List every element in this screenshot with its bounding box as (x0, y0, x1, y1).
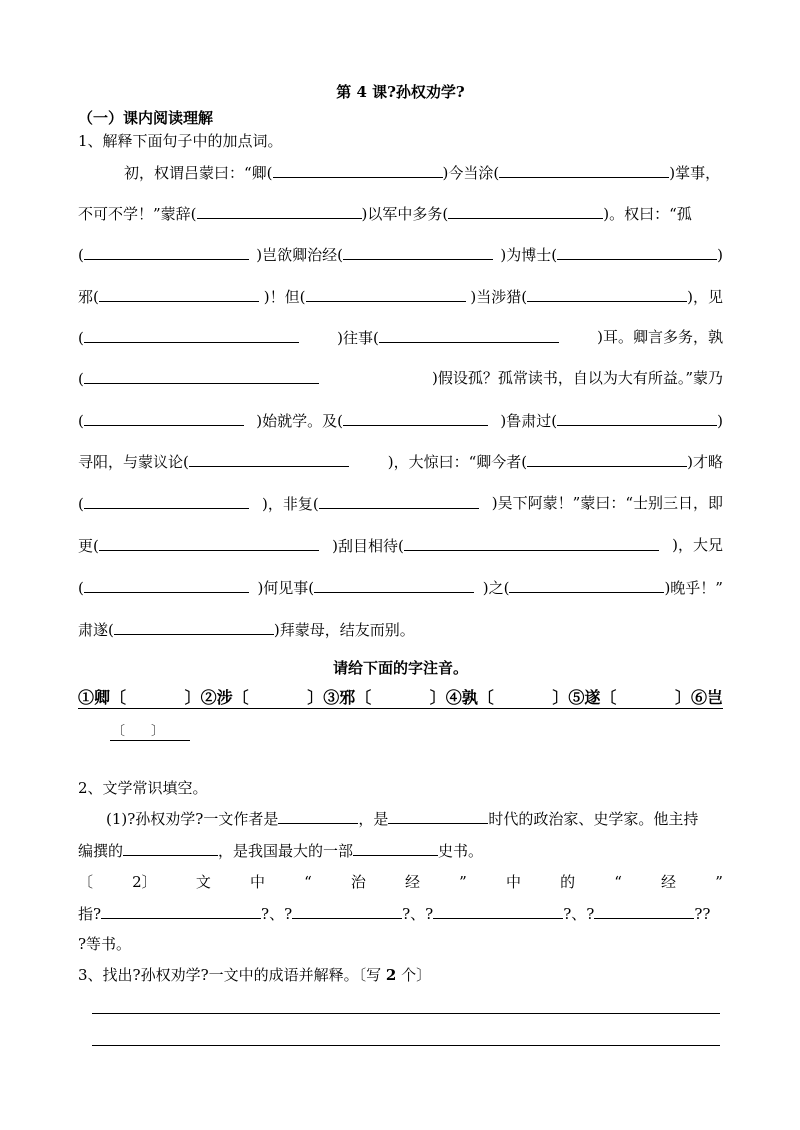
answer-blank[interactable] (379, 327, 559, 343)
answer-blank[interactable] (189, 451, 349, 467)
pinyin-item: ①卿〔 (78, 688, 127, 707)
answer-blank[interactable] (278, 808, 358, 824)
passage-line: ( )何见事( )之( )晚乎！” (78, 579, 723, 597)
answer-blank[interactable] (123, 840, 218, 856)
section-heading: （一）课内阅读理解 (78, 109, 214, 127)
answer-blank[interactable] (557, 244, 717, 260)
answer-blank[interactable] (509, 577, 664, 593)
q2-line: 编撰的 ，是我国最大的一部 史书。 (78, 842, 484, 860)
answer-blank[interactable] (84, 493, 249, 509)
answer-blank[interactable] (101, 903, 261, 919)
passage-line: 不可不学！”蒙辞( )以军中多务( )。权曰：“孤 (78, 205, 692, 223)
answer-blank[interactable] (448, 203, 603, 219)
answer-blank[interactable] (99, 286, 259, 302)
passage-line: 寻阳，与蒙议论( )，大惊曰：“卿今者( )才略 (78, 453, 723, 471)
question-3-label: 3、找出?孙权劝学?一文中的成语并解释。〔写 2 个〕 (78, 966, 432, 984)
answer-blank[interactable] (197, 203, 362, 219)
answer-blank[interactable] (353, 840, 438, 856)
answer-blank[interactable] (594, 903, 694, 919)
answer-blank[interactable] (388, 808, 488, 824)
answer-blank[interactable] (343, 244, 493, 260)
answer-line[interactable] (92, 1013, 720, 1014)
answer-blank[interactable] (84, 577, 249, 593)
answer-blank[interactable] (319, 493, 479, 509)
answer-blank[interactable] (527, 286, 687, 302)
q2-line: 〔 2〕 文 中 “ 治 经 ” 中 的 “ 经 ” (78, 873, 723, 891)
answer-blank[interactable] (306, 286, 466, 302)
answer-blank[interactable] (114, 619, 274, 635)
answer-blank[interactable] (433, 903, 563, 919)
passage-line: ( )假设孤？孤常读书，自以为大有所益。”蒙乃 (78, 369, 723, 388)
answer-blank[interactable] (84, 327, 299, 343)
answer-blank[interactable] (273, 162, 443, 178)
pinyin-item: 〕⑥岂 (674, 688, 723, 707)
answer-blank[interactable] (314, 577, 474, 593)
answer-blank[interactable] (292, 903, 402, 919)
q2-line: ?等书。 (78, 935, 132, 953)
pinyin-tail: 〔 〕 (112, 724, 165, 739)
page-title: 第 4 课?孙权劝学? (336, 83, 465, 101)
pinyin-item: 〕⑤遂〔 (552, 688, 617, 707)
answer-blank[interactable] (527, 451, 687, 467)
passage-line: 邪( )！但( )当涉猎( )，见 (78, 288, 723, 306)
passage-line: 肃遂( )拜蒙母，结友而别。 (78, 621, 415, 639)
q2-line: 指? ?、? ?、? ?、? ?? (78, 905, 711, 923)
answer-blank[interactable] (499, 162, 669, 178)
q2-line: (1)?孙权劝学?一文作者是 ，是 时代的政治家、史学家。他主持 (106, 810, 699, 828)
pinyin-item: 〕②涉〔 (184, 688, 249, 707)
passage-line: ( )岂欲卿治经( )为博士( ) (78, 246, 723, 264)
passage-line: ( )，非复( )吴下阿蒙！”蒙曰：“士别三日，即 (78, 494, 723, 513)
question-1-label: 1、解释下面句子中的加点词。 (78, 132, 283, 150)
pinyin-row (78, 688, 723, 708)
answer-line[interactable] (92, 1045, 720, 1046)
pinyin-tail-underline (110, 740, 190, 741)
pinyin-heading: 请给下面的字注音。 (332, 659, 468, 677)
pinyin-item: 〕④孰〔 (429, 688, 494, 707)
answer-blank[interactable] (84, 244, 249, 260)
answer-blank[interactable] (84, 368, 319, 384)
answer-blank[interactable] (343, 410, 488, 426)
passage-line: ( )始就学。及( )鲁肃过( ) (78, 412, 723, 430)
question-2-label: 2、文学常识填空。 (78, 779, 208, 797)
pinyin-underline (78, 708, 723, 709)
answer-blank[interactable] (99, 535, 319, 551)
passage-line: ( )往事( )耳。卿言多务，孰 (78, 328, 723, 347)
answer-blank[interactable] (557, 410, 717, 426)
passage-line: 更( )刮目相待( )，大兄 (78, 536, 723, 555)
answer-blank[interactable] (84, 410, 244, 426)
answer-blank[interactable] (404, 535, 659, 551)
passage-line: 初，权谓吕蒙曰：“卿( )今当涂( )掌事， (124, 164, 721, 182)
pinyin-item: 〕③邪〔 (307, 688, 372, 707)
